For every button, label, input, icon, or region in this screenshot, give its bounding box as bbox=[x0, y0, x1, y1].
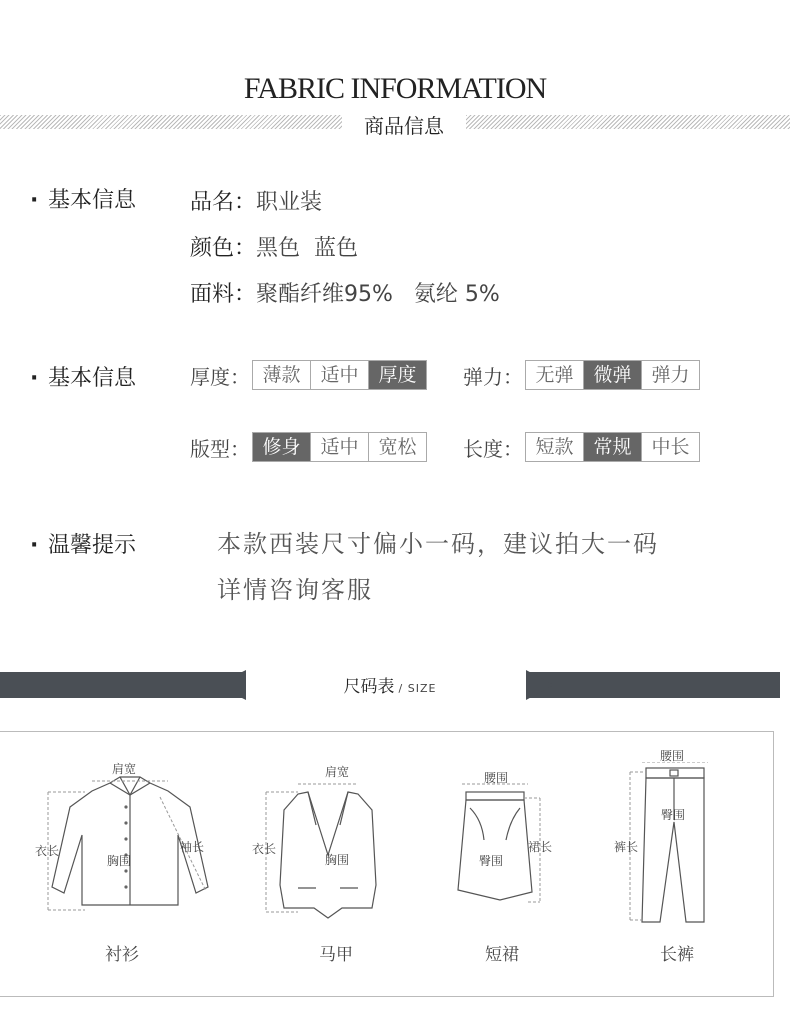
fit-option: 宽松 bbox=[369, 433, 426, 461]
info-line-name: 品名：职业装 bbox=[190, 190, 323, 215]
length-option: 常规 bbox=[584, 433, 642, 461]
pants-waist-label: 腰围 bbox=[660, 749, 685, 763]
info-line-fabric: 面料：聚酯纤维95% 氨纶 5% bbox=[190, 282, 500, 307]
tip-label: · 温馨提示 bbox=[30, 533, 137, 558]
fabric-information-title: FABRIC INFORMATION bbox=[243, 72, 547, 105]
product-info-subtitle: 商品信息 bbox=[364, 114, 444, 138]
bullet-icon: · bbox=[30, 366, 39, 391]
shirt-shoulder-label: 肩宽 bbox=[112, 762, 137, 776]
length-scale: 长度： 短款 常规 中长 bbox=[463, 432, 700, 462]
basic-info-label: · 基本信息 bbox=[30, 188, 137, 213]
vest-label: 马甲 bbox=[319, 945, 353, 965]
elasticity-option: 微弹 bbox=[584, 361, 642, 389]
size-chart-title: 尺码表 / SIZE bbox=[343, 677, 437, 697]
elasticity-option: 弹力 bbox=[642, 361, 699, 389]
bullet-icon: · bbox=[30, 533, 39, 558]
banner-arrow-right-icon bbox=[526, 670, 556, 700]
length-options bbox=[525, 432, 700, 462]
elasticity-scale: 弹力： 无弹 微弹 弹力 bbox=[463, 360, 700, 390]
pants-length-label: 裤长 bbox=[614, 840, 639, 854]
shirt-chest-label: 胸围 bbox=[107, 854, 132, 868]
hatch-divider-right bbox=[466, 115, 790, 129]
length-option: 短款 bbox=[526, 433, 584, 461]
hatch-divider-left bbox=[0, 115, 342, 129]
fit-scale: 版型： 修身 适中 宽松 bbox=[190, 432, 427, 462]
tip-line-2: 详情咨询客服 bbox=[217, 576, 373, 604]
fit-option: 适中 bbox=[311, 433, 369, 461]
skirt-waist-label: 腰围 bbox=[484, 771, 509, 785]
thickness-option: 薄款 bbox=[253, 361, 311, 389]
tip-line-1: 本款西装尺寸偏小一码，建议拍大一码 bbox=[217, 530, 659, 558]
vest-length-label: 衣长 bbox=[252, 842, 277, 856]
banner-arrow-left-icon bbox=[216, 670, 246, 700]
shirt-label: 衬衫 bbox=[105, 945, 139, 965]
skirt-length-label: 裙长 bbox=[528, 840, 553, 854]
thickness-scale: 厚度： 薄款 适中 厚度 bbox=[190, 360, 427, 390]
thickness-option: 厚度 bbox=[369, 361, 426, 389]
fit-option: 修身 bbox=[253, 433, 311, 461]
vest-diagram-icon bbox=[258, 780, 398, 920]
attributes-label: · 基本信息 bbox=[30, 366, 137, 391]
skirt-label: 短裙 bbox=[485, 945, 519, 965]
thickness-options bbox=[252, 360, 427, 390]
info-line-color: 颜色：黑色 蓝色 bbox=[190, 236, 359, 261]
skirt-hip-label: 臀围 bbox=[479, 854, 504, 868]
thickness-option: 适中 bbox=[311, 361, 369, 389]
elasticity-options bbox=[525, 360, 700, 390]
bullet-icon: · bbox=[30, 188, 39, 213]
length-option: 中长 bbox=[642, 433, 699, 461]
pants-label: 长裤 bbox=[660, 945, 694, 965]
vest-chest-label: 胸围 bbox=[325, 853, 350, 867]
vest-shoulder-label: 肩宽 bbox=[325, 765, 350, 779]
fit-options bbox=[252, 432, 427, 462]
size-banner-left bbox=[0, 672, 246, 698]
shirt-length-label: 衣长 bbox=[35, 844, 60, 858]
size-banner-right bbox=[526, 672, 780, 698]
pants-hip-label: 臀围 bbox=[661, 808, 686, 822]
elasticity-option: 无弹 bbox=[526, 361, 584, 389]
shirt-sleeve-label: 袖长 bbox=[180, 840, 205, 854]
